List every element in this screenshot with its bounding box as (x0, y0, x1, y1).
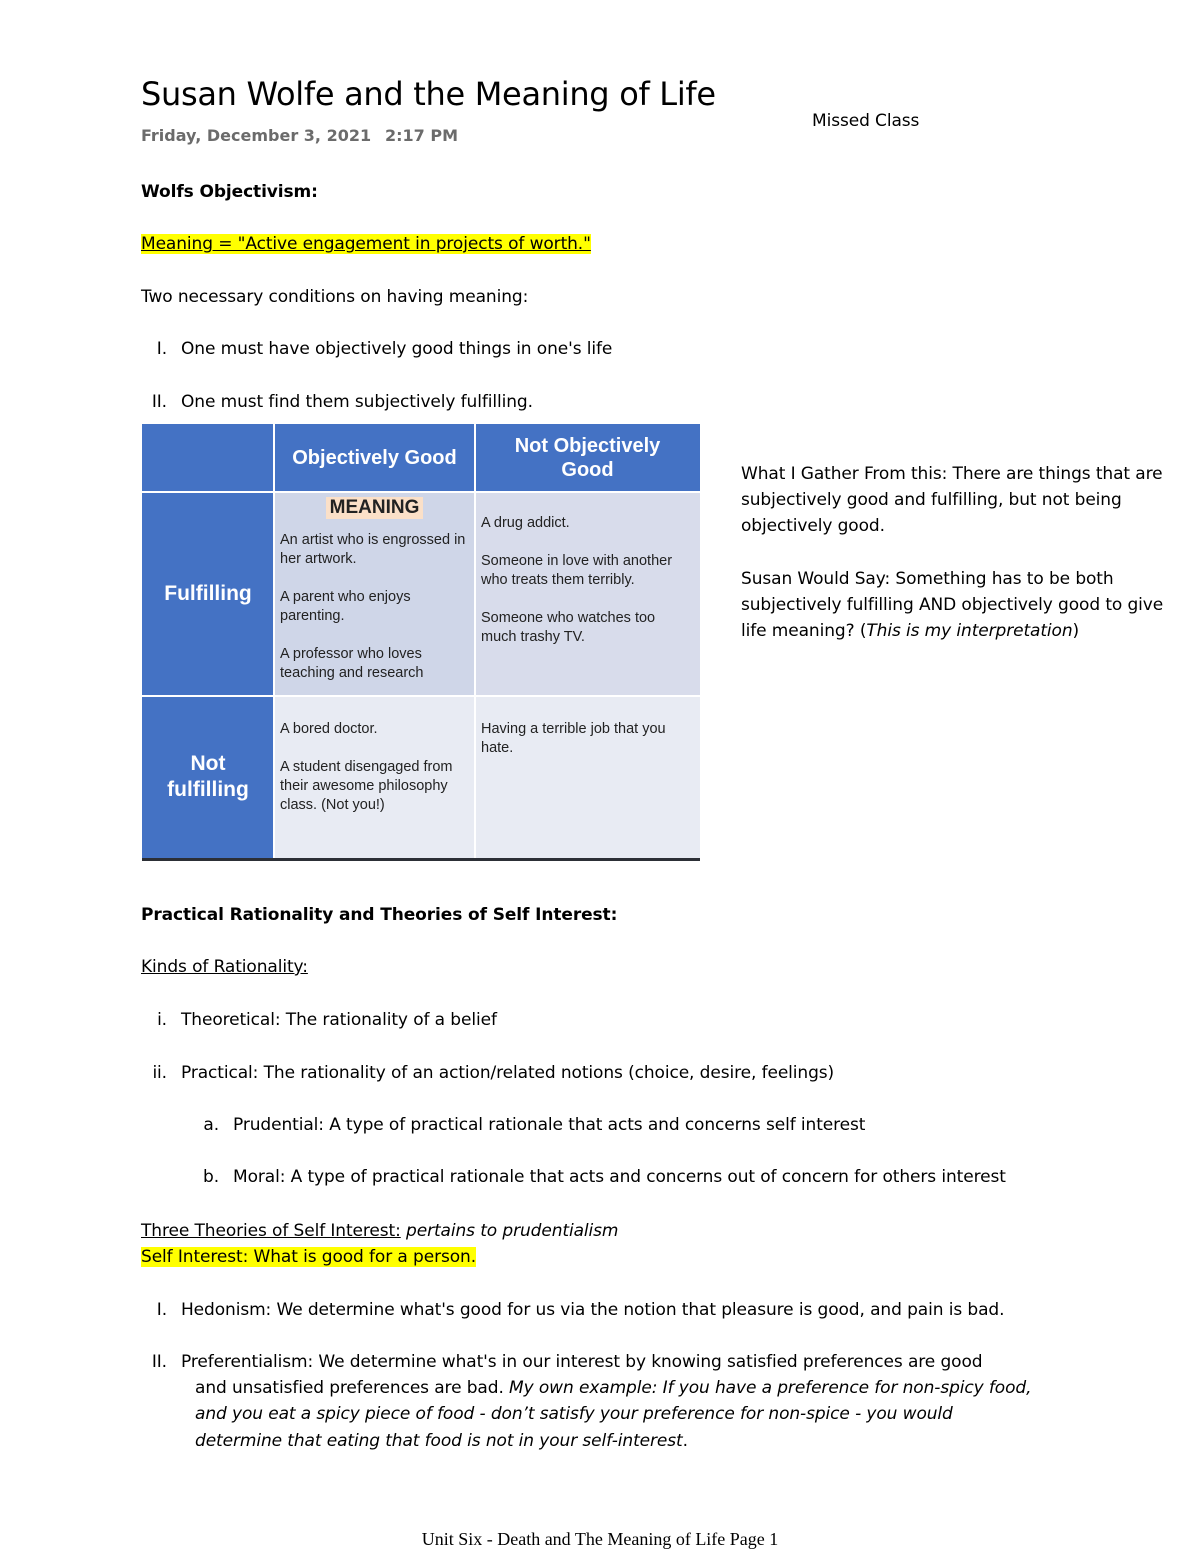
kinds-heading: Kinds of Rationality: (141, 957, 308, 977)
table-row-header: Fulfilling (142, 492, 274, 696)
page-time: 2:17 PM (385, 126, 459, 145)
theory-item: II. Preferentialism: We determine what's in our interest by knowing satisfied preferences are good (151, 1352, 983, 1372)
conditions-intro: Two necessary conditions on having meaning: (141, 287, 529, 307)
missed-class-note: Missed Class (812, 111, 920, 131)
theory-item-continuation: determine that eating that food is not in your self-interest. (195, 1431, 688, 1451)
table-cell-not-fulfilling-not-good: Having a terrible job that you hate. (475, 696, 700, 858)
meaning-definition (141, 231, 591, 257)
side-note-susan: Susan Would Say: Something has to be both subjectively fulfilling AND objectively good to give life meaning? (This is my interpretation) (741, 569, 1164, 641)
theory-item-continuation: and you eat a spicy piece of food - don’t satisfy your preference for non-spice - you would (195, 1404, 953, 1424)
table-col-header: Objectively Good (274, 424, 475, 492)
table-cell-fulfilling-not-good: A drug addict. Someone in love with another who treats them terribly. Someone who watches too much trashy TV. (475, 492, 700, 696)
section-heading-objectivism: Wolfs Objectivism: (141, 182, 318, 202)
table-row-header: Not fulfilling (142, 696, 274, 858)
table-cell-fulfilling-good: MEANING An artist who is engrossed in her artwork. A parent who enjoys parenting. A professor who loves teaching and research (274, 492, 475, 696)
meaning-definition-text: Meaning = "Active engagement in projects of worth." (141, 234, 591, 254)
theory-item: I. Hedonism: We determine what's good for us via the notion that pleasure is good, and pain is bad. (156, 1300, 1005, 1320)
table-cell-not-fulfilling-good: A bored doctor. A student disengaged from their awesome philosophy class. (Not you!) (274, 696, 475, 858)
kind-item: i. Theoretical: The rationality of a belief (157, 1010, 497, 1030)
subkind-item: b. Moral: A type of practical rationale that acts and concerns out of concern for others interest (203, 1167, 1006, 1187)
kind-item: ii. Practical: The rationality of an action/related notions (choice, desire, feelings) (152, 1063, 835, 1083)
condition-item: I. One must have objectively good things in one's life (156, 339, 613, 359)
meaning-label: MEANING (326, 497, 424, 519)
three-theories-heading: Three Theories of Self Interest: pertains to prudentialism (141, 1221, 619, 1241)
condition-item: II. One must find them subjectively fulfilling. (151, 392, 533, 412)
page-title: Susan Wolfe and the Meaning of Life (141, 75, 716, 113)
page-date: Friday, December 3, 2021 (141, 126, 372, 145)
subkind-item: a. Prudential: A type of practical rationale that acts and concerns self interest (203, 1115, 866, 1135)
side-note-gather: What I Gather From this: There are things that are subjectively good and fulfilling, but not being objectively good. (741, 464, 1163, 536)
section-heading-practical: Practical Rationality and Theories of Self Interest: (141, 905, 618, 925)
table-corner-cell (142, 424, 274, 492)
table-col-header: Not Objectively Good (475, 424, 700, 492)
page-footer: Unit Six - Death and The Meaning of Life Page 1 (421, 1529, 779, 1549)
meaning-matrix-table (142, 424, 700, 861)
self-interest-definition: Self Interest: What is good for a person. (141, 1247, 477, 1267)
theory-item-continuation: and unsatisfied preferences are bad. My own example: If you have a preference for non-spicy food, (195, 1378, 1032, 1398)
